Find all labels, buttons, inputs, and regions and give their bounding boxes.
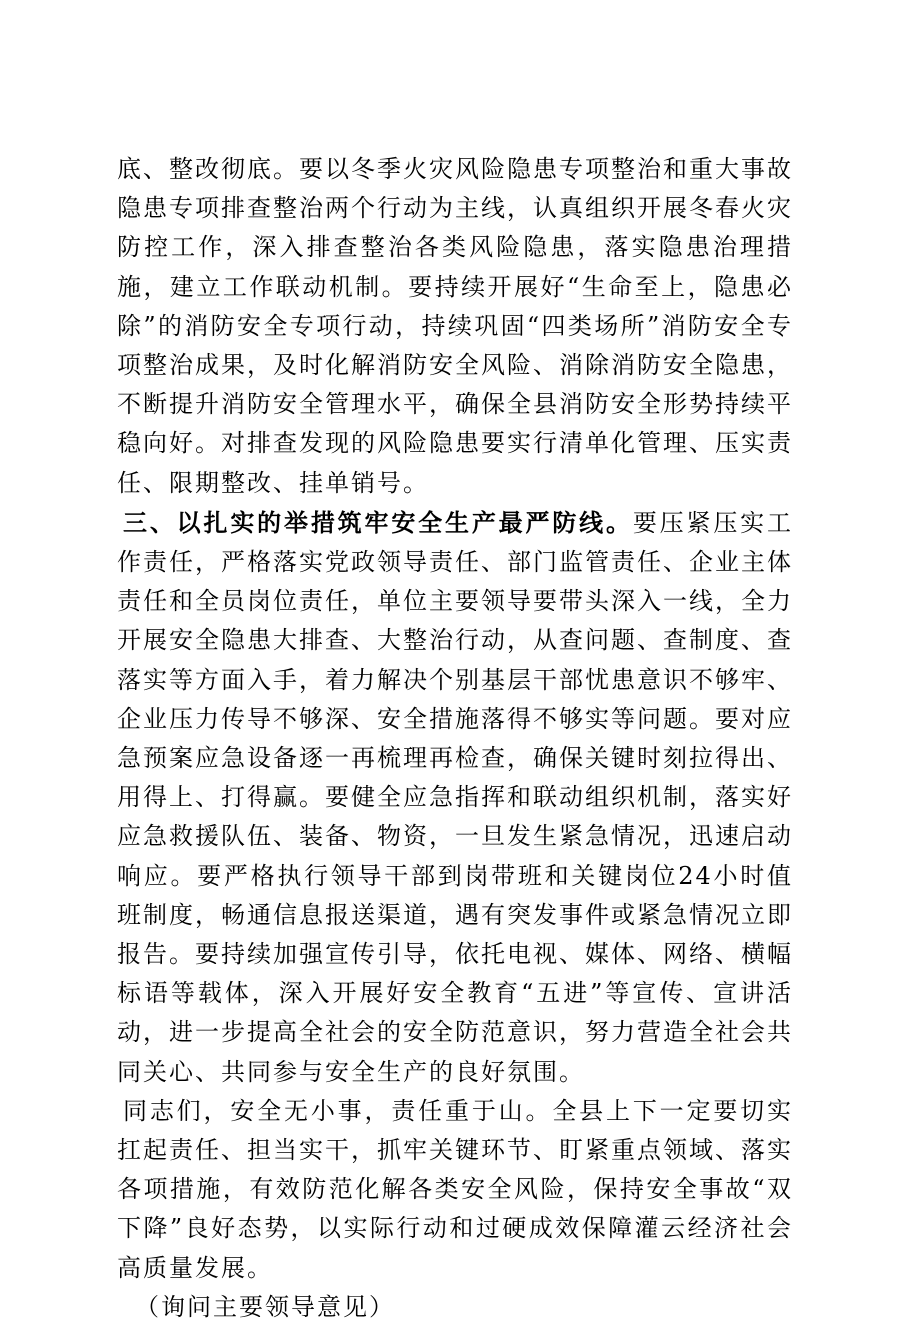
paragraph-closing: 同志们，安全无小事，责任重于山。全县上下一定要切实扛起责任、担当实干，抓牢关键环节、盯紧重点领域、落实各项措施，有效防范化解各类安全风险，保持安全事故“双下降”良好态势，以实际行动和过硬成效保障灌云经济社会高质量发展。 [117,1096,793,1282]
section-body-text: 要压紧压实工作责任，严格落实党政领导责任、部门监管责任、企业主体责任和全员岗位责任，单位主要领导要带头深入一线，全力开展安全隐患大排查、大整治行动，从查问题、查制度、查落实等方面入手，着力解决个别基层干部忧患意识不够牢、企业压力传导不够深、安全措施落得不够实等问题。要对应急预案应急设备逐一再梳理再检查，确保关键时刻拉得出、用得上、打得赢。要健全应急指挥和联动组织机制，落实好应急救援队伍、装备、物资，一旦发生紧急情况，迅速启动响应。要严格执行领导干部到岗带班和关键岗位24小时值班制度，畅通信息报送渠道，遇有突发事件或紧急情况立即报告。要持续加强宣传引导，依托电视、媒体、网络、横幅标语等载体，深入开展好安全教育“五进”等宣传、宣讲活动，进一步提高全社会的安全防范意识，努力营造全社会共同关心、共同参与安全生产的良好氛围。 [117,508,794,1086]
document-body [117,150,793,1327]
paragraph-note: （询问主要领导意见） [135,1292,395,1321]
paragraph-section-three [117,503,793,1092]
paragraph-continuation: 底、整改彻底。要以冬季火灾风险隐患专项整治和重大事故隐患专项排查整治两个行动为主线，认真组织开展冬春火灾防控工作，深入排查整治各类风险隐患，落实隐患治理措施，建立工作联动机制。要持续开展好“生命至上，隐患必除”的消防安全专项行动，持续巩固“四类场所”消防安全专项整治成果，及时化解消防安全风险、消除消防安全隐患，不断提升消防安全管理水平，确保全县消防安全形势持续平稳向好。对排查发现的风险隐患要实行清单化管理、压实责任、限期整改、挂单销号。 [117,155,793,497]
section-heading: 三、以扎实的举措筑牢安全生产最严防线。 [123,507,633,537]
